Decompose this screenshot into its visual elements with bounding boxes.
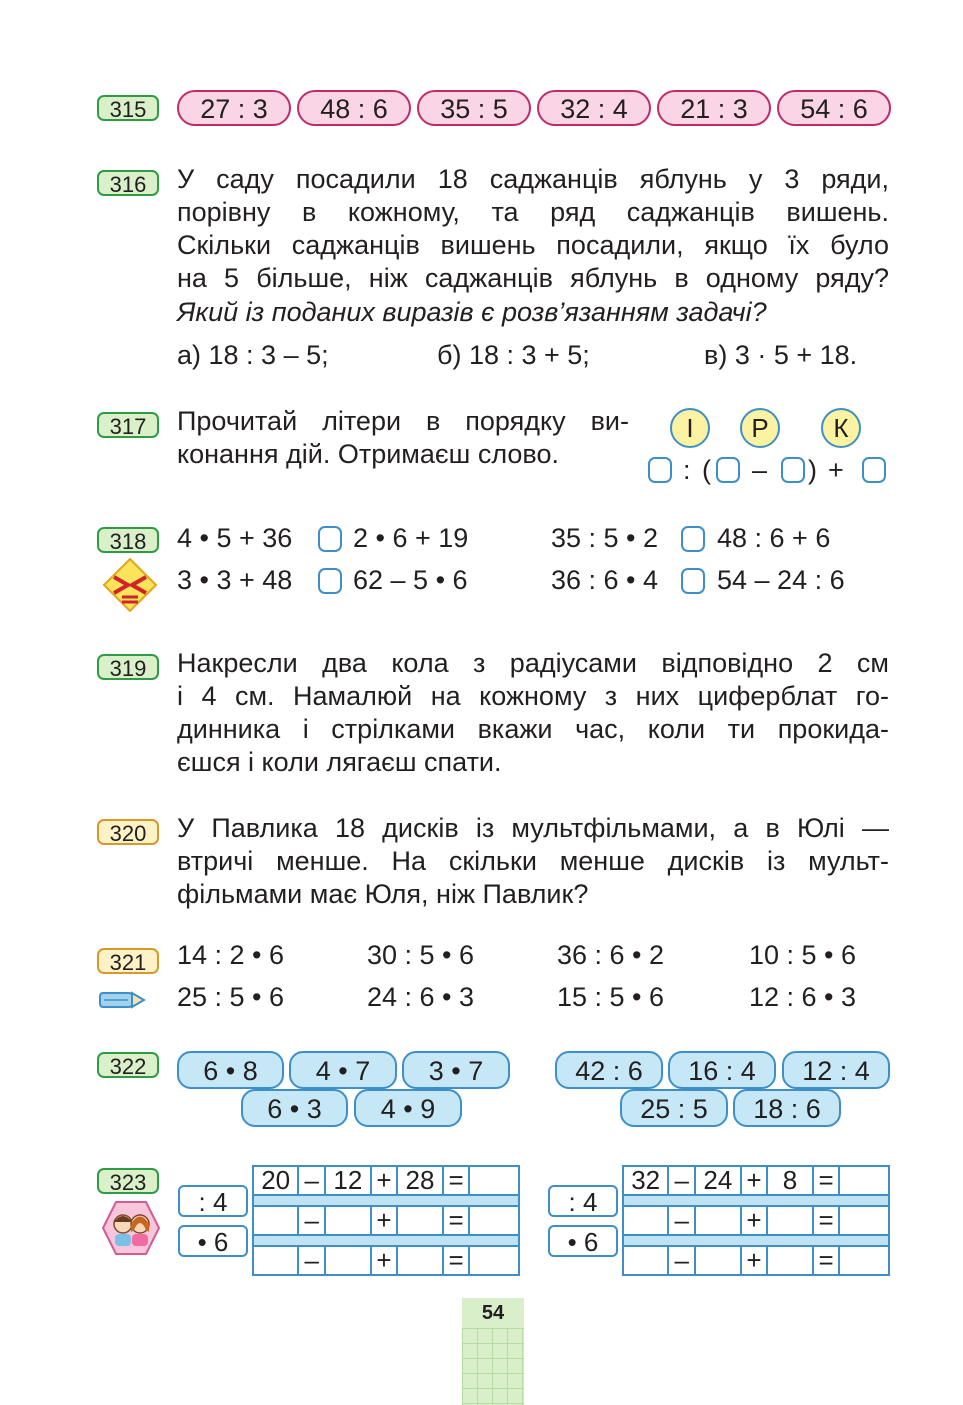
page-number: 54 (462, 1298, 524, 1328)
task-number-318: 318 (97, 527, 159, 553)
answer-cell[interactable] (767, 1206, 812, 1235)
calc-grid-left (252, 1165, 520, 1276)
answer-box[interactable] (648, 457, 672, 483)
expr: 35 : 5 • 2 (551, 523, 659, 553)
grid-sign: = (813, 1206, 840, 1235)
grid-sign: – (668, 1166, 695, 1195)
expression-card: 12 : 4 (782, 1051, 890, 1089)
grid-sign: = (443, 1206, 470, 1235)
answer-cell[interactable] (623, 1206, 668, 1235)
expr: 30 : 5 • 6 (367, 940, 475, 970)
task-316-line: У саду посадили 18 саджанців яблунь у 3 ряди, (177, 164, 889, 194)
grid-sign: + (741, 1246, 768, 1275)
expr: 3 • 3 + 48 (177, 565, 293, 595)
expr: 25 : 5 • 6 (177, 982, 285, 1012)
expr: 14 : 2 • 6 (177, 940, 285, 970)
task-number-319: 319 (97, 654, 159, 680)
expression-card: 6 • 3 (241, 1089, 348, 1127)
answer-cell[interactable] (839, 1206, 889, 1235)
op-sign: – (752, 455, 768, 485)
grid-cell: 8 (767, 1166, 812, 1195)
expr: 2 • 6 + 19 (353, 523, 469, 553)
grid-sign: – (668, 1246, 695, 1275)
grid-sign: = (443, 1166, 470, 1195)
expression-pill: 32 : 4 (537, 90, 651, 126)
expression-card: 4 • 9 (354, 1089, 462, 1127)
option-a: а) 18 : 3 – 5; (177, 340, 329, 370)
task-number-322: 322 (97, 1052, 159, 1078)
task-316-line: порівну в кожному, та ряд саджанців вишень. (177, 197, 889, 227)
answer-cell[interactable] (469, 1246, 519, 1275)
task-number-320: 320 (97, 819, 159, 845)
answer-box[interactable] (781, 457, 805, 483)
grid-sign: + (371, 1246, 398, 1275)
grid-sign: – (298, 1166, 325, 1195)
expression-card: 3 • 7 (402, 1051, 510, 1089)
calc-grid-right (622, 1165, 890, 1276)
letter-circle: Р (740, 408, 780, 448)
task-317-line: конання дій. Отримаєш слово. (177, 439, 559, 469)
expression-card: 4 • 7 (289, 1051, 397, 1089)
answer-cell[interactable] (839, 1166, 889, 1195)
grid-sign: = (813, 1246, 840, 1275)
task-number-321: 321 (97, 948, 159, 974)
expression-card: 16 : 4 (668, 1051, 776, 1089)
answer-cell[interactable] (767, 1246, 812, 1275)
answer-box[interactable] (862, 457, 886, 483)
compare-icon (102, 557, 158, 618)
expr: 4 • 5 + 36 (177, 523, 293, 553)
op-sign: + (828, 455, 844, 485)
task-number-315: 315 (97, 95, 159, 121)
expression-pill: 35 : 5 (417, 90, 531, 126)
expr: 62 – 5 • 6 (353, 565, 468, 595)
operation-multiply-6: • 6 (548, 1225, 618, 1257)
expression-pill: 27 : 3 (177, 90, 291, 126)
expression-pill: 48 : 6 (297, 90, 411, 126)
task-316-question: Який із поданих виразів є розв’язанням задачі? (177, 297, 767, 327)
compare-box[interactable] (681, 568, 705, 594)
expr: 48 : 6 + 6 (717, 523, 831, 553)
grid-sign: + (741, 1206, 768, 1235)
task-number-317: 317 (97, 412, 159, 438)
task-319-line: динника і стрілками вкажи час, коли ти прокида- (177, 714, 889, 744)
op-sign: : (683, 455, 691, 485)
expr: 12 : 6 • 3 (749, 982, 857, 1012)
page-number-tab (462, 1298, 524, 1405)
expr: 54 – 24 : 6 (717, 565, 845, 595)
pencil-icon (98, 988, 146, 1017)
grid-sign: – (298, 1206, 325, 1235)
operation-divide-4: : 4 (548, 1185, 618, 1217)
answer-cell[interactable] (695, 1246, 740, 1275)
answer-cell[interactable] (469, 1166, 519, 1195)
answer-cell[interactable] (397, 1206, 442, 1235)
expr: 10 : 5 • 6 (749, 940, 857, 970)
grid-cell: 12 (325, 1166, 370, 1195)
expr: 15 : 5 • 6 (557, 982, 665, 1012)
grid-sign: + (371, 1166, 398, 1195)
task-317-line: Прочитай літери в порядку ви- (177, 406, 629, 436)
grid-cell: 32 (623, 1166, 668, 1195)
task-320-line: фільмами має Юля, ніж Павлик? (177, 879, 589, 909)
option-c: в) 3 · 5 + 18. (704, 340, 858, 370)
expr: 36 : 6 • 4 (551, 565, 659, 595)
grid-cell: 20 (253, 1166, 298, 1195)
expression-card: 6 • 8 (177, 1051, 284, 1089)
task-319-line: Накресли два кола з радіусами відповідно 2 см (177, 648, 889, 678)
answer-cell[interactable] (469, 1206, 519, 1235)
letter-circle: К (821, 408, 861, 448)
answer-box[interactable] (716, 457, 740, 483)
compare-box[interactable] (318, 526, 342, 552)
operation-divide-4: : 4 (178, 1185, 248, 1217)
task-320-line: У Павлика 18 дисків із мультфільмами, а в Юлі — (177, 813, 889, 843)
expression-card: 18 : 6 (733, 1089, 841, 1127)
kids-pair-icon (101, 1200, 161, 1261)
grid-sign: = (443, 1246, 470, 1275)
task-316-line: на 5 більше, ніж саджанців яблунь в одному ряду? (177, 263, 889, 293)
grid-sign: – (668, 1206, 695, 1235)
answer-cell[interactable] (839, 1246, 889, 1275)
task-number-316: 316 (97, 170, 159, 196)
expression-pill: 54 : 6 (777, 90, 891, 126)
answer-cell[interactable] (325, 1206, 370, 1235)
expr: 36 : 6 • 2 (557, 940, 665, 970)
grid-sign: + (741, 1166, 768, 1195)
expr: 24 : 6 • 3 (367, 982, 475, 1012)
grid-cell: 24 (695, 1166, 740, 1195)
expression-pill: 21 : 3 (657, 90, 771, 126)
task-316-line: Скільки саджанців вишень посадили, якщо їх було (177, 230, 889, 260)
grid-sign: – (298, 1246, 325, 1275)
compare-box[interactable] (681, 526, 705, 552)
task-319-line: і 4 см. Намалюй на кожному з них циферблат го- (177, 681, 889, 711)
compare-box[interactable] (318, 568, 342, 594)
answer-cell[interactable] (253, 1246, 298, 1275)
answer-cell[interactable] (623, 1246, 668, 1275)
grid-cell: 28 (397, 1166, 442, 1195)
op-sign: ) (808, 455, 817, 485)
grid-sign: = (813, 1166, 840, 1195)
answer-cell[interactable] (695, 1206, 740, 1235)
op-sign: ( (702, 455, 711, 485)
answer-cell[interactable] (253, 1206, 298, 1235)
task-319-line: єшся і коли лягаєш спати. (177, 747, 502, 777)
expression-card: 42 : 6 (555, 1051, 663, 1089)
letter-circle: І (670, 408, 710, 448)
option-b: б) 18 : 3 + 5; (437, 340, 590, 370)
operation-multiply-6: • 6 (178, 1225, 248, 1257)
task-320-line: втричі менше. На скільки менше дисків із мульт- (177, 846, 889, 876)
answer-cell[interactable] (325, 1246, 370, 1275)
task-number-323: 323 (97, 1168, 159, 1194)
grid-sign: + (371, 1206, 398, 1235)
answer-cell[interactable] (397, 1246, 442, 1275)
expression-card: 25 : 5 (620, 1089, 728, 1127)
